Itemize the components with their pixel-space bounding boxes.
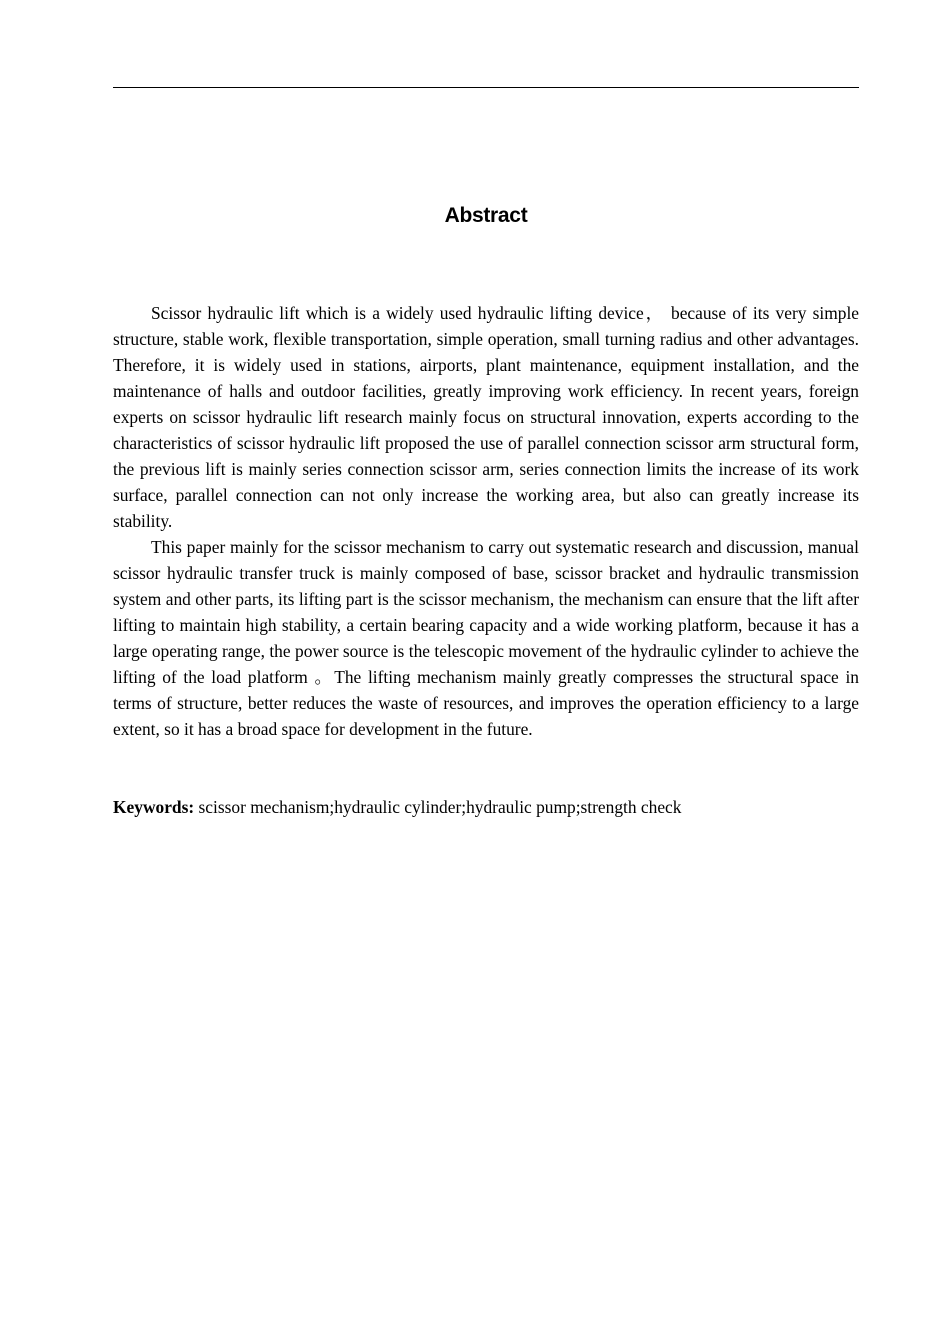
abstract-body bbox=[113, 300, 859, 742]
keywords-line bbox=[113, 794, 859, 820]
abstract-paragraph-1: Scissor hydraulic lift which is a widely used hydraulic lifting device， because of its very simple structure, stable work, flexible transportation, simple operation, small turning radius and other advantages. Therefore, it is widely used in stations, airports, plant maintenance, equipment installation, and the maintenance of halls and outdoor facilities, greatly improving work efficiency. In recent years, foreign experts on scissor hydraulic lift research mainly focus on structural innovation, experts according to the characteristics of scissor hydraulic lift proposed the use of parallel connection scissor arm structural form, the previous lift is mainly series connection scissor arm, series connection limits the increase of its work surface, parallel connection can not only increase the working area, but also can greatly increase its stability. bbox=[113, 303, 859, 531]
header-rule bbox=[113, 87, 859, 88]
keywords-label: Keywords: bbox=[113, 797, 195, 817]
abstract-paragraph-2: This paper mainly for the scissor mechanism to carry out systematic research and discussion, manual scissor hydraulic transfer truck is mainly composed of base, scissor bracket and hydraulic transmission system and other parts, its lifting part is the scissor mechanism, the mechanism can ensure that the lift after lifting to maintain high stability, a certain bearing capacity and a wide working platform, because it has a large operating range, the power source is the telescopic movement of the hydraulic cylinder to achieve the lifting of the load platform 。The lifting mechanism mainly greatly compresses the structural space in terms of structure, better reduces the waste of resources, and improves the operation efficiency to a large extent, so it has a broad space for development in the future. bbox=[113, 537, 859, 739]
keywords-value: scissor mechanism;hydraulic cylinder;hydraulic pump;strength check bbox=[198, 797, 682, 817]
page-title: Abstract bbox=[444, 204, 528, 227]
